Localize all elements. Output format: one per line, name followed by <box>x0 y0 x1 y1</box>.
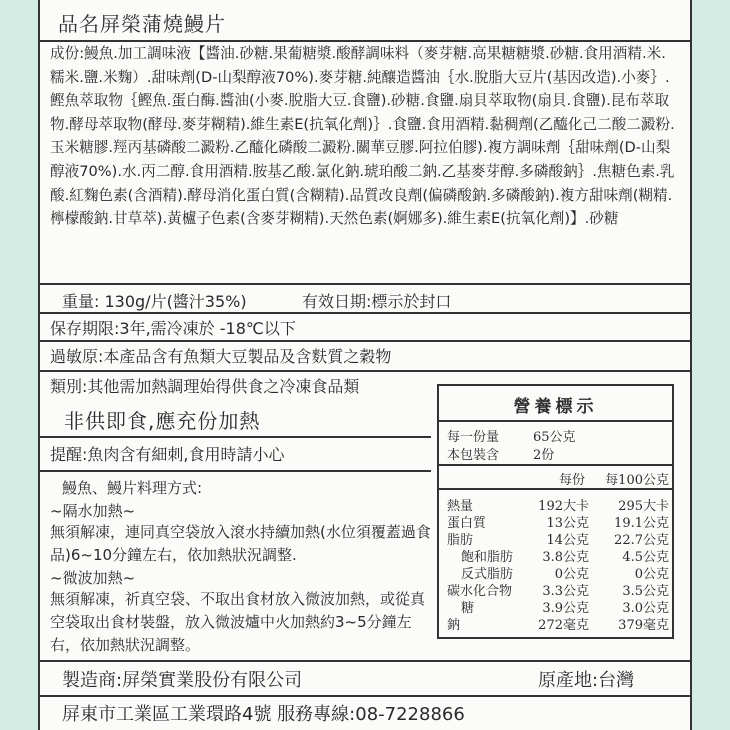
nutrient-per-100g: 22.7公克 <box>614 533 669 548</box>
nutrient-per-100g: 295大卡 <box>618 499 669 514</box>
nutrient-name: 碳水化合物 <box>447 584 513 599</box>
microwave-text: 無須解凍，祈真空袋、不取出食材放入微波加熱，或從真空袋取出食材裝盤，放入微波爐中火加熱約3~5分鐘左右，依加熱狀況調整。 <box>50 590 426 654</box>
category-text: 類別:其他需加熱調理始得供食之冷凍食品類 <box>50 377 360 396</box>
divider <box>40 436 431 438</box>
divider <box>40 660 690 662</box>
nutrient-per-100g: 3.0公克 <box>622 601 669 616</box>
nutrient-name: 飽和脂肪 <box>461 550 514 565</box>
nutrient-per-serving: 3.8公克 <box>542 550 589 565</box>
nutrient-per-serving: 13公克 <box>546 516 589 531</box>
divider <box>40 312 690 314</box>
nutrient-name: 鈉 <box>447 618 461 633</box>
allergen-text: 過敏原:本產品含有魚類大豆製品及含麩質之穀物 <box>50 347 392 366</box>
nutrient-name: 蛋白質 <box>447 516 487 531</box>
reminder-text: 提醒:魚肉含有細刺,食用時請小心 <box>50 445 285 464</box>
nutrient-name: 反式脂肪 <box>461 567 514 582</box>
nutrient-per-100g: 0公克 <box>634 567 669 582</box>
ingredients-text: 成份:鰻魚.加工調味液【醬油.砂糖.果葡糖漿.酸酵調味料（麥芽糖.高果糖糖漿.砂糖.食用酒精.米.糯米.鹽.米麴）.甜味劑(D-山梨醇液70%).麥芽糖.純釀造醬油｛水.脫脂大豆片(基因改造).小麥｝.鰹魚萃取物｛鰹魚.蛋白酶.醬油(小麥.脫脂大豆.食鹽).砂糖.食鹽.扇貝萃取物(扇貝.食鹽).昆布萃取物.酵母萃取物(酵母.麥芽糊精).維生素E(抗氧化劑)｝.食鹽.食用酒精.黏稠劑(乙醯化己二酸二澱粉.玉米糖膠.羥丙基磷酸二澱粉.乙醯化磷酸二澱粉.關華豆膠.阿拉伯膠).複方調味劑｛甜味劑(D-山梨醇液70%).水.丙二醇.食用酒精.胺基乙酸.氯化鈉.琥珀酸二鈉.乙基麥芽醇.多磷酸鈉｝.焦糖色素.乳酸.紅麴色素(含酒精).酵母消化蛋白質(含糊精).品質改良劑(偏磷酸鈉.多磷酸鈉).複方甜味劑(糊精.檸檬酸鈉.甘草萃).黃櫨子色素(含麥芽糊精).天然色素(婀娜多).維生素E(抗氧化劑)】.砂糖 <box>50 45 675 228</box>
nutrient-name: 脂肪 <box>447 533 474 548</box>
nutrient-per-100g: 4.5公克 <box>622 550 669 565</box>
divider <box>40 695 690 697</box>
cooking-heading: 鰻魚、鰻片料理方式: <box>62 479 203 497</box>
serving-size-value: 65公克 <box>533 430 576 445</box>
nutrition-divider <box>439 464 672 466</box>
nutrient-name: 糖 <box>461 601 475 616</box>
product-label <box>38 0 692 730</box>
divider <box>40 470 431 472</box>
nutrient-per-serving: 192大卡 <box>538 499 589 514</box>
weight-text: 重量: 130g/片(醬汁35%) <box>62 292 247 311</box>
nutrition-title: 營養標示 <box>513 397 598 417</box>
product-title: 品名屏榮蒲燒鰻片 <box>58 12 226 36</box>
nutrient-per-100g: 19.1公克 <box>614 516 669 531</box>
origin-text: 原產地:台灣 <box>538 670 635 691</box>
nutrition-divider <box>439 420 672 422</box>
nutrient-per-100g: 3.5公克 <box>622 584 669 599</box>
nutrient-per-serving: 3.3公克 <box>542 584 589 599</box>
divider <box>40 283 690 285</box>
expiry-text: 有效日期:標示於封口 <box>302 292 452 311</box>
manufacturer-text: 製造商:屏榮實業股份有限公司 <box>62 670 303 691</box>
servings-per-package-label: 本包裝含 <box>447 448 500 463</box>
divider <box>40 340 690 342</box>
water-heating-title: ~隔水加熱~ <box>50 502 136 520</box>
storage-text: 保存期限:3年,需冷凍於 -18℃以下 <box>50 319 296 338</box>
address-text: 屏東市工業區工業環路4號 服務專線:08-7228866 <box>62 704 465 725</box>
not-ready-warning: 非供即食,應充份加熱 <box>64 409 261 433</box>
nutrient-per-serving: 0公克 <box>554 567 589 582</box>
microwave-title: ~微波加熱~ <box>50 569 136 587</box>
divider <box>40 370 690 372</box>
column-header-per-100g: 每100公克 <box>605 473 669 488</box>
nutrient-per-serving: 272毫克 <box>538 618 589 633</box>
nutrition-table <box>437 384 674 639</box>
water-heating-text: 無須解凍，連同真空袋放入滾水持續加熱(水位須覆蓋過食品)6~10分鐘左右，依加熱狀況調整. <box>50 523 431 564</box>
nutrient-per-serving: 3.9公克 <box>542 601 589 616</box>
nutrient-per-serving: 14公克 <box>546 533 589 548</box>
nutrient-name: 熱量 <box>447 499 474 514</box>
servings-per-package-value: 2份 <box>533 448 555 463</box>
column-header-serving: 每份 <box>559 473 586 488</box>
serving-size-label: 每一份量 <box>447 430 500 445</box>
nutrient-per-100g: 379毫克 <box>618 618 669 633</box>
nutrition-divider <box>439 488 672 490</box>
